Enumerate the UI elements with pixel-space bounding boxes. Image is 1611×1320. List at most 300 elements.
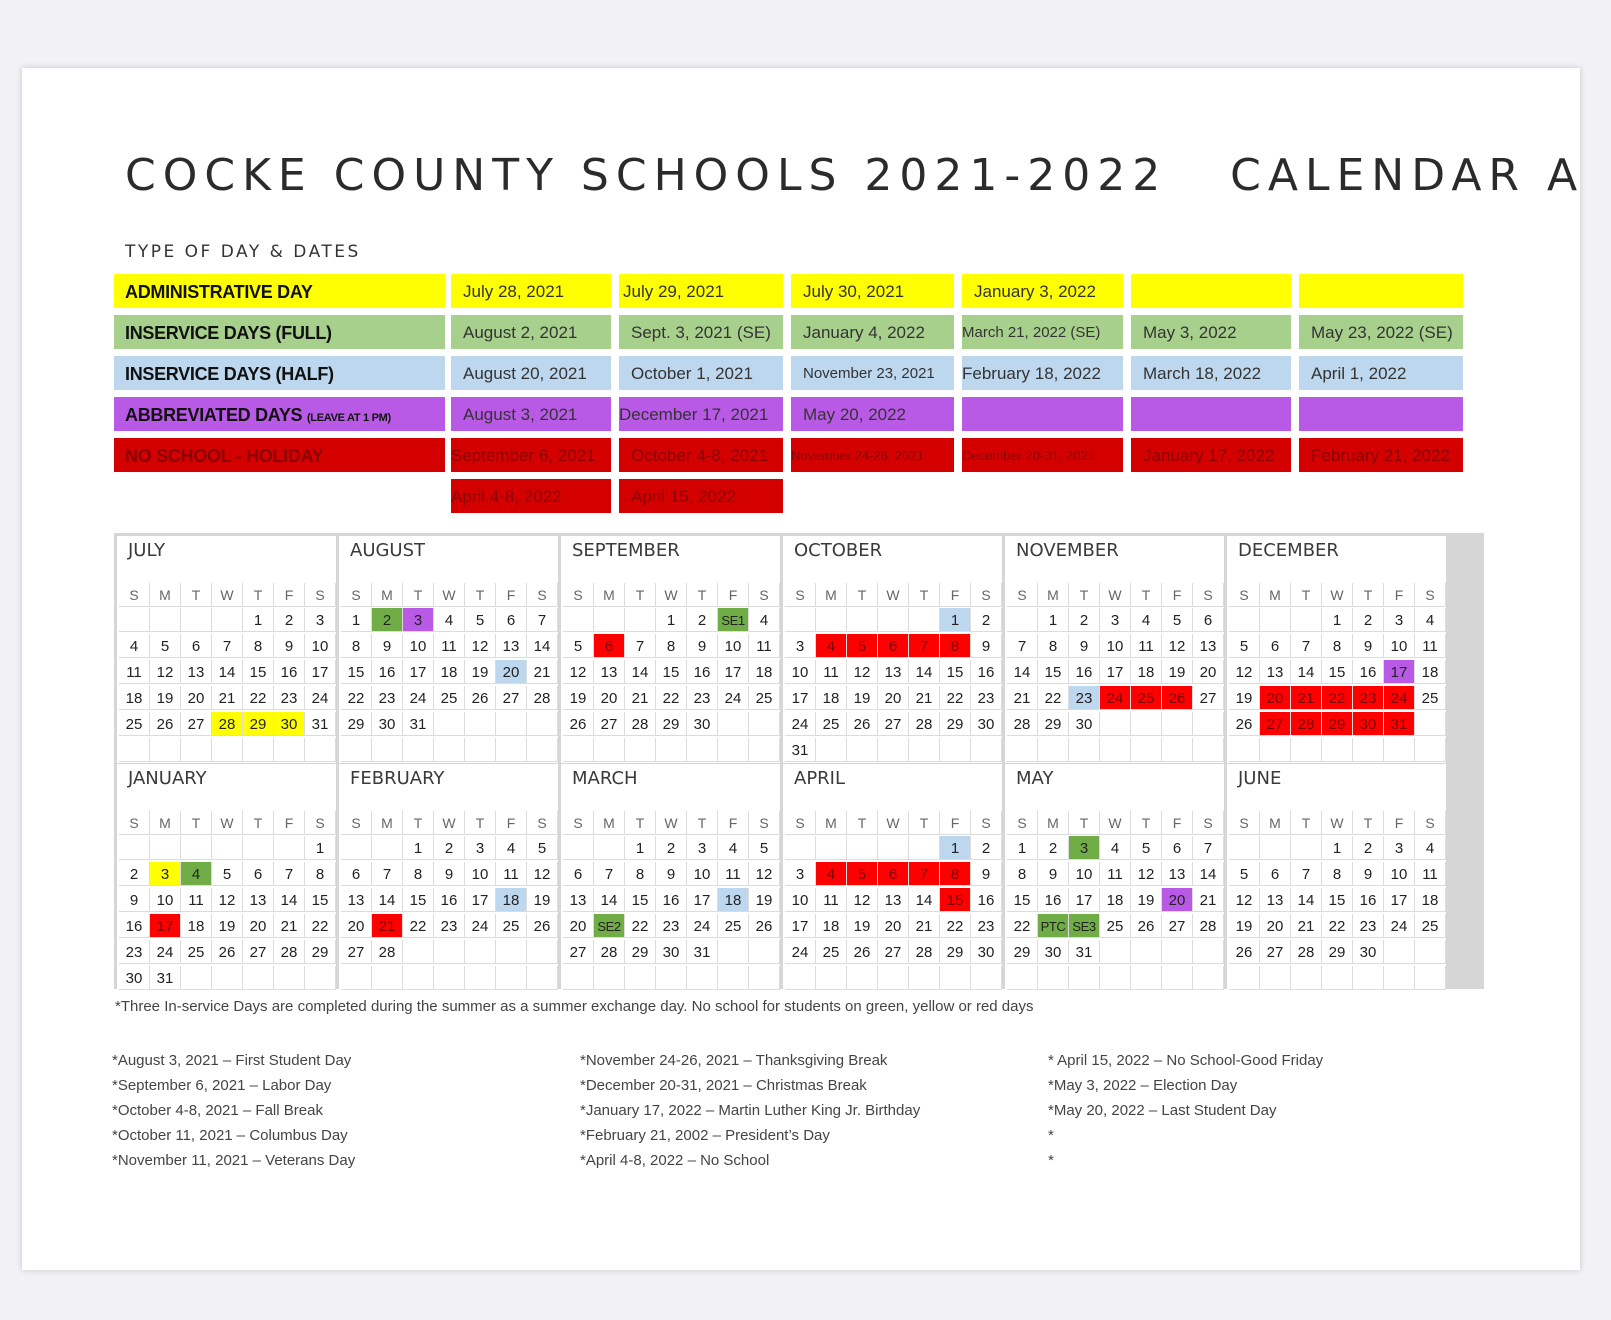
day-cell: 2 bbox=[1353, 836, 1384, 860]
day-cell: 11 bbox=[1100, 862, 1131, 886]
day-cell: 24 bbox=[403, 686, 434, 710]
day-cell: 21 bbox=[1007, 686, 1038, 710]
day-cell: 16 bbox=[1069, 660, 1100, 684]
weekday-header: S bbox=[1193, 583, 1224, 607]
weekday-header: M bbox=[816, 811, 847, 835]
day-cell: 8 bbox=[1038, 634, 1069, 658]
empty-cell bbox=[496, 738, 527, 762]
day-cell: 19 bbox=[847, 914, 878, 938]
legend-label-text: ADMINISTRATIVE DAY bbox=[125, 282, 313, 302]
day-cell: 3 bbox=[687, 836, 718, 860]
empty-cell bbox=[403, 738, 434, 762]
empty-cell bbox=[656, 738, 687, 762]
day-cell: 21 bbox=[212, 686, 243, 710]
day-cell: 12 bbox=[1229, 888, 1260, 912]
day-cell: 17 bbox=[1100, 660, 1131, 684]
day-cell: 2 bbox=[971, 608, 1002, 632]
day-cell: 16 bbox=[372, 660, 403, 684]
legend-date: May 3, 2022 bbox=[1131, 315, 1291, 349]
empty-cell bbox=[150, 608, 181, 632]
legend-label-note: (LEAVE AT 1 PM) bbox=[306, 412, 391, 424]
day-cell: 17 bbox=[150, 914, 181, 938]
weekday-header: S bbox=[305, 583, 336, 607]
day-cell: 1 bbox=[656, 608, 687, 632]
empty-cell bbox=[1415, 712, 1446, 736]
day-cell: 2 bbox=[434, 836, 465, 860]
month-name: JANUARY bbox=[128, 768, 207, 789]
day-cell: 30 bbox=[1069, 712, 1100, 736]
day-cell: 28 bbox=[625, 712, 656, 736]
day-cell: 29 bbox=[656, 712, 687, 736]
weekday-header: W bbox=[1100, 811, 1131, 835]
day-cell: 26 bbox=[1229, 712, 1260, 736]
day-cell: 10 bbox=[1384, 862, 1415, 886]
weekday-header: S bbox=[785, 583, 816, 607]
day-cell: 17 bbox=[785, 914, 816, 938]
empty-cell bbox=[372, 966, 403, 990]
day-cell: 6 bbox=[563, 862, 594, 886]
note-item: *May 3, 2022 – Election Day bbox=[1048, 1077, 1238, 1094]
day-cell: 18 bbox=[718, 888, 749, 912]
weekday-header: S bbox=[1007, 811, 1038, 835]
day-cell: 26 bbox=[1162, 686, 1193, 710]
day-cell: 18 bbox=[1415, 660, 1446, 684]
day-cell: 25 bbox=[181, 940, 212, 964]
empty-cell bbox=[1007, 608, 1038, 632]
day-cell: 24 bbox=[305, 686, 336, 710]
month-name: NOVEMBER bbox=[1016, 540, 1119, 561]
weekday-header: S bbox=[1415, 583, 1446, 607]
month-august bbox=[339, 536, 558, 763]
day-cell: 25 bbox=[816, 940, 847, 964]
day-cell: 1 bbox=[341, 608, 372, 632]
weekday-header: W bbox=[1100, 583, 1131, 607]
legend-date: February 18, 2022 bbox=[962, 356, 1123, 390]
day-cell: 20 bbox=[496, 660, 527, 684]
weekday-header: S bbox=[1229, 583, 1260, 607]
day-cell: 23 bbox=[434, 914, 465, 938]
legend-date: July 29, 2021 bbox=[619, 274, 783, 308]
day-cell: 2 bbox=[1069, 608, 1100, 632]
empty-cell bbox=[940, 738, 971, 762]
month-june bbox=[1227, 764, 1446, 991]
weekday-header: S bbox=[119, 811, 150, 835]
legend-date: October 1, 2021 bbox=[619, 356, 783, 390]
day-cell: 22 bbox=[940, 686, 971, 710]
day-cell: 14 bbox=[1291, 888, 1322, 912]
day-cell: 16 bbox=[1353, 888, 1384, 912]
day-cell: 7 bbox=[909, 634, 940, 658]
day-cell: 31 bbox=[150, 966, 181, 990]
day-cell: 31 bbox=[687, 940, 718, 964]
day-cell: 2 bbox=[372, 608, 403, 632]
day-cell: 24 bbox=[687, 914, 718, 938]
empty-cell bbox=[1193, 738, 1224, 762]
month-name: FEBRUARY bbox=[350, 768, 445, 789]
empty-cell bbox=[971, 966, 1002, 990]
empty-cell bbox=[1229, 738, 1260, 762]
legend-date bbox=[1131, 397, 1291, 431]
day-cell: 14 bbox=[594, 888, 625, 912]
day-cell: 9 bbox=[656, 862, 687, 886]
day-cell: 8 bbox=[305, 862, 336, 886]
day-cell: 2 bbox=[687, 608, 718, 632]
day-cell: 18 bbox=[1131, 660, 1162, 684]
note-item: *September 6, 2021 – Labor Day bbox=[112, 1077, 332, 1094]
empty-cell bbox=[1415, 966, 1446, 990]
day-cell: 10 bbox=[785, 660, 816, 684]
day-cell: 27 bbox=[181, 712, 212, 736]
day-cell: 1 bbox=[403, 836, 434, 860]
day-cell: 20 bbox=[563, 914, 594, 938]
empty-cell bbox=[1162, 712, 1193, 736]
day-cell: 18 bbox=[181, 914, 212, 938]
day-cell: 30 bbox=[274, 712, 305, 736]
day-cell: 15 bbox=[940, 888, 971, 912]
day-cell: 7 bbox=[1291, 862, 1322, 886]
legend-date: April 4-8, 2022 bbox=[451, 479, 611, 513]
day-cell: 29 bbox=[1322, 712, 1353, 736]
day-cell: 25 bbox=[718, 914, 749, 938]
month-name: JULY bbox=[128, 540, 166, 561]
day-cell: 1 bbox=[1038, 608, 1069, 632]
day-cell: 1 bbox=[1322, 836, 1353, 860]
day-cell: 27 bbox=[1260, 712, 1291, 736]
day-cell: 8 bbox=[1322, 634, 1353, 658]
empty-cell bbox=[847, 608, 878, 632]
empty-cell bbox=[243, 836, 274, 860]
empty-cell bbox=[372, 738, 403, 762]
day-cell: 17 bbox=[403, 660, 434, 684]
empty-cell bbox=[305, 738, 336, 762]
weekday-header: T bbox=[625, 583, 656, 607]
empty-cell bbox=[594, 738, 625, 762]
empty-cell bbox=[465, 712, 496, 736]
day-cell: 26 bbox=[465, 686, 496, 710]
day-cell: 31 bbox=[1384, 712, 1415, 736]
legend-date: November 24-26, 2021 bbox=[791, 438, 954, 472]
page-title: COCKE COUNTY SCHOOLS 2021-2022 CALENDAR A bbox=[125, 150, 1585, 201]
empty-cell bbox=[1229, 608, 1260, 632]
day-cell: 15 bbox=[305, 888, 336, 912]
day-cell: 31 bbox=[1069, 940, 1100, 964]
weekday-header: F bbox=[718, 583, 749, 607]
weekday-header: T bbox=[1353, 811, 1384, 835]
day-cell: 12 bbox=[847, 660, 878, 684]
note-item: *November 11, 2021 – Veterans Day bbox=[112, 1152, 356, 1169]
day-cell: 15 bbox=[1038, 660, 1069, 684]
legend-date bbox=[962, 397, 1123, 431]
day-cell: 16 bbox=[1038, 888, 1069, 912]
empty-cell bbox=[816, 966, 847, 990]
legend-label bbox=[114, 315, 445, 349]
empty-cell bbox=[212, 966, 243, 990]
note-item: *October 11, 2021 – Columbus Day bbox=[112, 1127, 348, 1144]
empty-cell bbox=[594, 836, 625, 860]
day-cell: 6 bbox=[341, 862, 372, 886]
weekday-header: T bbox=[847, 811, 878, 835]
day-cell: 2 bbox=[971, 836, 1002, 860]
day-cell: 22 bbox=[341, 686, 372, 710]
day-cell: 4 bbox=[1415, 608, 1446, 632]
day-cell: 7 bbox=[594, 862, 625, 886]
empty-cell bbox=[1193, 966, 1224, 990]
footnote: *Three In-service Days are completed during the summer as a summer exchange day. No school for students on green, yellow or red days bbox=[115, 998, 1034, 1015]
day-cell: 22 bbox=[1322, 914, 1353, 938]
day-cell: 15 bbox=[403, 888, 434, 912]
empty-cell bbox=[496, 966, 527, 990]
day-cell: 11 bbox=[1415, 862, 1446, 886]
weekday-header: T bbox=[1291, 583, 1322, 607]
day-cell: 9 bbox=[274, 634, 305, 658]
empty-cell bbox=[1007, 738, 1038, 762]
month-february bbox=[339, 764, 558, 991]
day-cell: 11 bbox=[434, 634, 465, 658]
empty-cell bbox=[1131, 966, 1162, 990]
day-cell: 9 bbox=[434, 862, 465, 886]
weekday-header: M bbox=[594, 811, 625, 835]
day-cell: 25 bbox=[1131, 686, 1162, 710]
empty-cell bbox=[527, 738, 558, 762]
weekday-header: S bbox=[1229, 811, 1260, 835]
weekday-header: F bbox=[940, 811, 971, 835]
empty-cell bbox=[687, 966, 718, 990]
day-cell: 26 bbox=[1229, 940, 1260, 964]
day-cell: 17 bbox=[1384, 888, 1415, 912]
day-cell: 24 bbox=[150, 940, 181, 964]
weekday-header: T bbox=[1069, 583, 1100, 607]
day-cell: 7 bbox=[1291, 634, 1322, 658]
day-cell: 19 bbox=[563, 686, 594, 710]
day-cell: 9 bbox=[1353, 862, 1384, 886]
day-cell: 22 bbox=[940, 914, 971, 938]
note-item: *October 4-8, 2021 – Fall Break bbox=[112, 1102, 323, 1119]
weekday-header: S bbox=[971, 583, 1002, 607]
day-cell: 21 bbox=[1291, 686, 1322, 710]
day-cell: 15 bbox=[656, 660, 687, 684]
day-cell: 14 bbox=[1007, 660, 1038, 684]
day-cell: 29 bbox=[1007, 940, 1038, 964]
day-cell: 14 bbox=[372, 888, 403, 912]
day-cell: 23 bbox=[1353, 914, 1384, 938]
empty-cell bbox=[403, 940, 434, 964]
day-cell: 27 bbox=[496, 686, 527, 710]
day-cell: 13 bbox=[341, 888, 372, 912]
day-cell: 8 bbox=[341, 634, 372, 658]
day-cell: 7 bbox=[625, 634, 656, 658]
note-item: * bbox=[1048, 1152, 1054, 1169]
legend-label bbox=[114, 274, 445, 308]
empty-cell bbox=[403, 966, 434, 990]
month-july bbox=[117, 536, 336, 763]
weekday-header: M bbox=[372, 583, 403, 607]
weekday-header: W bbox=[434, 583, 465, 607]
month-name: MAY bbox=[1016, 768, 1054, 789]
day-cell: 5 bbox=[749, 836, 780, 860]
day-cell: 14 bbox=[625, 660, 656, 684]
day-cell: 12 bbox=[847, 888, 878, 912]
weekday-header: T bbox=[181, 583, 212, 607]
weekday-header: W bbox=[1322, 583, 1353, 607]
legend-label-text: INSERVICE DAYS (HALF) bbox=[125, 364, 334, 384]
day-cell: 6 bbox=[1260, 862, 1291, 886]
day-cell: 25 bbox=[749, 686, 780, 710]
empty-cell bbox=[1131, 738, 1162, 762]
day-cell: 6 bbox=[1162, 836, 1193, 860]
day-cell: 5 bbox=[1162, 608, 1193, 632]
day-cell: 25 bbox=[1415, 914, 1446, 938]
note-item: * bbox=[1048, 1127, 1054, 1144]
weekday-header: F bbox=[940, 583, 971, 607]
empty-cell bbox=[1415, 738, 1446, 762]
weekday-header: F bbox=[1384, 583, 1415, 607]
day-cell: 17 bbox=[1069, 888, 1100, 912]
day-cell: 15 bbox=[243, 660, 274, 684]
day-cell: 22 bbox=[1038, 686, 1069, 710]
day-cell: 13 bbox=[594, 660, 625, 684]
day-cell: 6 bbox=[496, 608, 527, 632]
day-cell: 7 bbox=[372, 862, 403, 886]
day-cell: 21 bbox=[909, 686, 940, 710]
weekday-header: F bbox=[1162, 811, 1193, 835]
weekday-header: S bbox=[749, 583, 780, 607]
notes-column-2 bbox=[580, 1048, 920, 1173]
day-cell: 17 bbox=[1384, 660, 1415, 684]
weekday-header: S bbox=[971, 811, 1002, 835]
day-cell: 14 bbox=[212, 660, 243, 684]
day-cell: 13 bbox=[1260, 660, 1291, 684]
weekday-header: F bbox=[274, 811, 305, 835]
weekday-header: M bbox=[1260, 583, 1291, 607]
weekday-header: M bbox=[594, 583, 625, 607]
weekday-header: S bbox=[1415, 811, 1446, 835]
legend-date: January 4, 2022 bbox=[791, 315, 954, 349]
day-cell: 28 bbox=[1007, 712, 1038, 736]
day-cell: 10 bbox=[1100, 634, 1131, 658]
legend-date bbox=[1299, 397, 1463, 431]
weekday-header: F bbox=[1384, 811, 1415, 835]
day-cell: 18 bbox=[816, 914, 847, 938]
empty-cell bbox=[785, 608, 816, 632]
day-cell: 19 bbox=[847, 686, 878, 710]
day-cell: 13 bbox=[181, 660, 212, 684]
weekday-header: W bbox=[1322, 811, 1353, 835]
day-cell: 14 bbox=[527, 634, 558, 658]
empty-cell bbox=[181, 836, 212, 860]
empty-cell bbox=[1260, 966, 1291, 990]
day-cell: 8 bbox=[403, 862, 434, 886]
month-november bbox=[1005, 536, 1224, 763]
day-cell: 23 bbox=[1069, 686, 1100, 710]
day-cell: 12 bbox=[563, 660, 594, 684]
weekday-header: T bbox=[243, 811, 274, 835]
day-cell: 28 bbox=[212, 712, 243, 736]
empty-cell bbox=[1229, 966, 1260, 990]
day-cell: 12 bbox=[1131, 862, 1162, 886]
weekday-header: T bbox=[687, 811, 718, 835]
empty-cell bbox=[1100, 966, 1131, 990]
day-cell: 3 bbox=[1100, 608, 1131, 632]
day-cell: 8 bbox=[1322, 862, 1353, 886]
weekday-header: T bbox=[403, 583, 434, 607]
empty-cell bbox=[1100, 940, 1131, 964]
month-name: SEPTEMBER bbox=[572, 540, 680, 561]
legend-date: August 20, 2021 bbox=[451, 356, 611, 390]
empty-cell bbox=[749, 712, 780, 736]
day-cell: 27 bbox=[878, 712, 909, 736]
weekday-header: M bbox=[1038, 811, 1069, 835]
day-cell: 18 bbox=[119, 686, 150, 710]
day-cell: 30 bbox=[1353, 940, 1384, 964]
weekday-header: S bbox=[1007, 583, 1038, 607]
day-cell: 17 bbox=[687, 888, 718, 912]
day-cell: 28 bbox=[527, 686, 558, 710]
day-cell: 15 bbox=[1007, 888, 1038, 912]
empty-cell bbox=[212, 836, 243, 860]
day-cell: 9 bbox=[687, 634, 718, 658]
legend-date: October 4-8, 2021 bbox=[619, 438, 783, 472]
day-cell: SE3 bbox=[1069, 914, 1100, 938]
empty-cell bbox=[1260, 738, 1291, 762]
day-cell: 21 bbox=[527, 660, 558, 684]
day-cell: 22 bbox=[656, 686, 687, 710]
day-cell: 26 bbox=[527, 914, 558, 938]
day-cell: 14 bbox=[274, 888, 305, 912]
day-cell: 24 bbox=[718, 686, 749, 710]
day-cell: 13 bbox=[496, 634, 527, 658]
day-cell: 13 bbox=[1162, 862, 1193, 886]
day-cell: 19 bbox=[150, 686, 181, 710]
empty-cell bbox=[496, 940, 527, 964]
day-cell: 19 bbox=[1229, 686, 1260, 710]
empty-cell bbox=[1353, 738, 1384, 762]
day-cell: 3 bbox=[465, 836, 496, 860]
day-cell: 9 bbox=[971, 862, 1002, 886]
empty-cell bbox=[1353, 966, 1384, 990]
empty-cell bbox=[465, 738, 496, 762]
weekday-header: M bbox=[372, 811, 403, 835]
empty-cell bbox=[785, 966, 816, 990]
empty-cell bbox=[878, 608, 909, 632]
day-cell: 11 bbox=[181, 888, 212, 912]
day-cell: 19 bbox=[749, 888, 780, 912]
day-cell: 23 bbox=[971, 686, 1002, 710]
day-cell: 31 bbox=[403, 712, 434, 736]
day-cell: 5 bbox=[212, 862, 243, 886]
legend-date bbox=[1299, 274, 1463, 308]
day-cell: 13 bbox=[563, 888, 594, 912]
day-cell: 23 bbox=[119, 940, 150, 964]
day-cell: 6 bbox=[1260, 634, 1291, 658]
day-cell: 18 bbox=[1415, 888, 1446, 912]
empty-cell bbox=[940, 966, 971, 990]
day-cell: 4 bbox=[1131, 608, 1162, 632]
legend-date: February 21, 2022 bbox=[1299, 438, 1463, 472]
day-cell: 7 bbox=[527, 608, 558, 632]
empty-cell bbox=[434, 738, 465, 762]
day-cell: 4 bbox=[816, 634, 847, 658]
day-cell: 4 bbox=[816, 862, 847, 886]
legend-date: July 30, 2021 bbox=[791, 274, 954, 308]
empty-cell bbox=[1291, 738, 1322, 762]
day-cell: 12 bbox=[212, 888, 243, 912]
legend-label bbox=[114, 356, 445, 390]
day-cell: 19 bbox=[527, 888, 558, 912]
weekday-header: T bbox=[1131, 583, 1162, 607]
empty-cell bbox=[847, 966, 878, 990]
weekday-header: S bbox=[341, 583, 372, 607]
legend-date bbox=[1131, 274, 1291, 308]
